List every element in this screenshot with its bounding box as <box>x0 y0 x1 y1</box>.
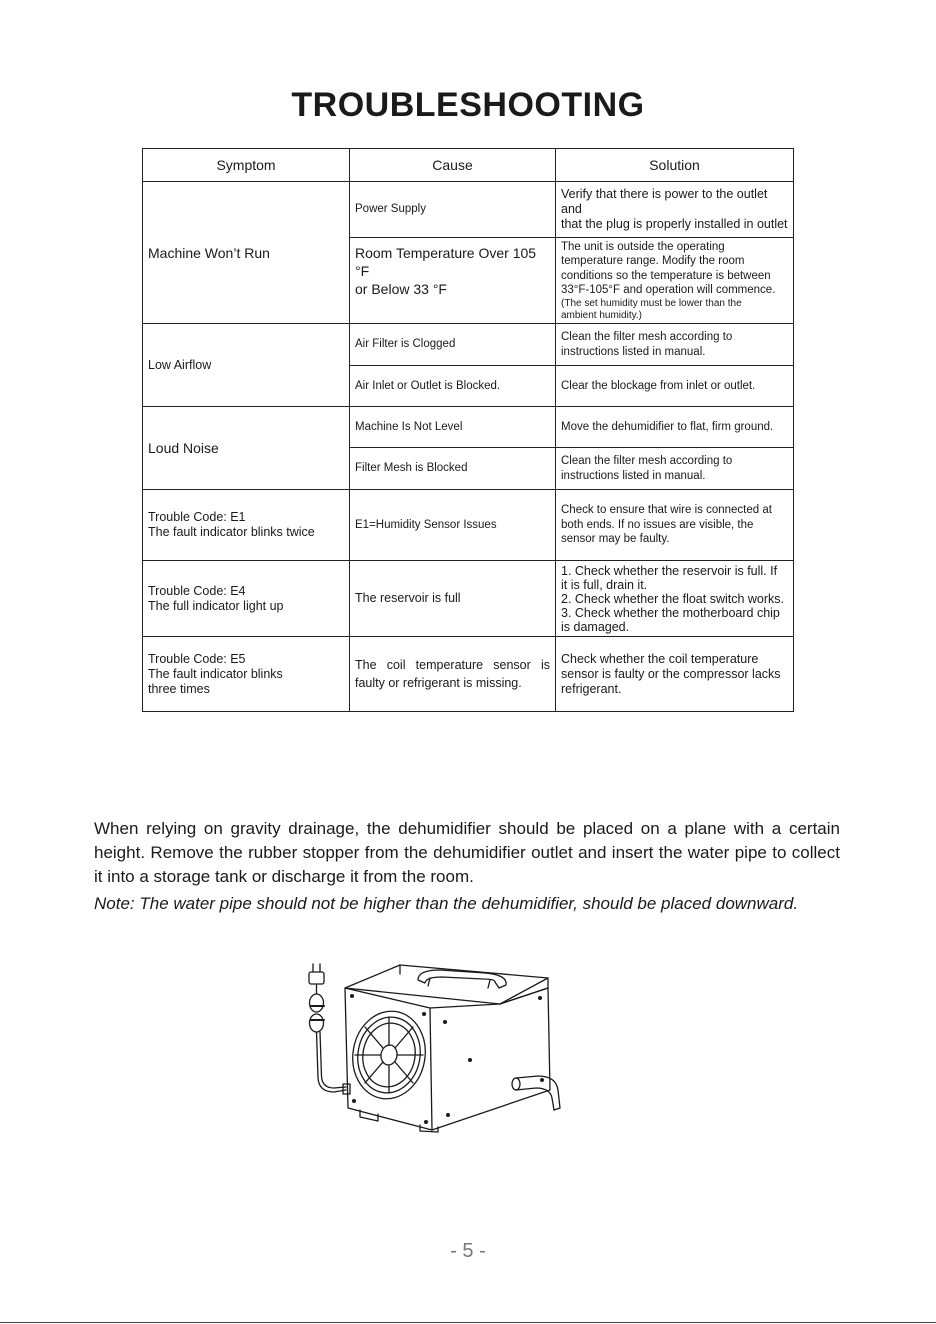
solution-text: refrigerant. <box>561 681 622 696</box>
solution-text: sensor may be faulty. <box>561 533 670 546</box>
solution-text: Clean the filter mesh according to <box>561 455 733 467</box>
solution-text: Clean the filter mesh according to <box>561 331 733 343</box>
cause-text: Air Filter is Clogged <box>355 338 456 351</box>
solution-cell <box>556 238 794 324</box>
cause-text: Air Inlet or Outlet is Blocked. <box>355 379 501 392</box>
solution-cell <box>556 490 794 561</box>
symptom-text: The fault indicator blinks <box>148 666 283 681</box>
cause-cell <box>350 490 556 561</box>
symptom-text: three times <box>148 681 210 696</box>
table-row <box>143 324 794 366</box>
cause-text: The reservoir is full <box>355 591 461 605</box>
symptom-text: Loud Noise <box>148 440 219 456</box>
cause-text: The coil temperature sensor is <box>355 658 550 672</box>
solution-cell <box>556 407 794 448</box>
table-header-row <box>143 149 794 182</box>
cause-cell <box>350 448 556 490</box>
cause-cell <box>350 366 556 407</box>
solution-text: Verify that there is power to the outlet and <box>561 187 768 216</box>
symptom-text: The full indicator light up <box>148 598 284 613</box>
solution-text: 33°F-105°F and operation will commence. <box>561 284 776 296</box>
solution-note: (The set humidity must be lower than the <box>561 297 742 309</box>
header-solution: Solution <box>556 149 794 182</box>
solution-text: sensor is faulty or the compressor lacks <box>561 666 781 681</box>
symptom-cell <box>143 637 350 712</box>
drain-hose-icon <box>512 1076 560 1110</box>
header-symptom: Symptom <box>143 149 350 182</box>
solution-text: 3. Check whether the motherboard chip <box>561 605 780 620</box>
symptom-cell <box>143 324 350 407</box>
cause-cell <box>350 238 556 324</box>
symptom-text: The fault indicator blinks twice <box>148 525 315 539</box>
symptom-text: Machine Won’t Run <box>148 244 270 261</box>
solution-cell <box>556 448 794 490</box>
symptom-text: Trouble Code: E4 <box>148 583 246 598</box>
dehumidifier-drainage-illustration-icon <box>300 960 570 1140</box>
solution-text: 1. Check whether the reservoir is full. If <box>561 563 778 578</box>
solution-text: instructions listed in manual. <box>561 345 706 358</box>
solution-cell <box>556 324 794 366</box>
symptom-cell <box>143 182 350 324</box>
cause-text: E1=Humidity Sensor Issues <box>355 518 497 531</box>
cause-cell <box>350 637 556 712</box>
table-row <box>143 182 794 238</box>
symptom-text: Trouble Code: E1 <box>148 510 246 524</box>
solution-text: instructions listed in manual. <box>561 469 706 482</box>
table-row <box>143 561 794 637</box>
solution-text: it is full, drain it. <box>561 577 648 592</box>
drainage-note: Note: The water pipe should not be higher than the dehumidifier, should be placed downward. <box>94 894 799 913</box>
table-row <box>143 407 794 448</box>
solution-text: temperature range. Modify the room <box>561 255 745 267</box>
cause-text: or Below 33 °F <box>355 281 447 297</box>
solution-cell <box>556 366 794 407</box>
cause-text: Room Temperature Over 105 °F <box>355 245 537 279</box>
symptom-cell <box>143 561 350 637</box>
cause-text: Filter Mesh is Blocked <box>355 462 468 475</box>
solution-text: that the plug is properly installed in outlet <box>561 217 788 231</box>
page-title: TROUBLESHOOTING <box>291 86 645 124</box>
solution-cell <box>556 561 794 637</box>
symptom-cell <box>143 407 350 490</box>
power-plug-icon <box>309 964 350 1094</box>
table-row <box>143 490 794 561</box>
symptom-cell <box>143 490 350 561</box>
cause-cell <box>350 407 556 448</box>
cause-cell <box>350 561 556 637</box>
solution-cell <box>556 182 794 238</box>
cause-cell <box>350 182 556 238</box>
table-row <box>143 637 794 712</box>
solution-text: conditions so the temperature is between <box>561 269 771 282</box>
solution-text: The unit is outside the operating <box>561 240 725 253</box>
solution-text: Check to ensure that wire is connected at <box>561 504 772 517</box>
troubleshooting-table <box>142 148 794 712</box>
solution-cell <box>556 637 794 712</box>
page-number: - 5 - <box>450 1240 486 1262</box>
drainage-paragraph: When relying on gravity drainage, the dehumidifier should be placed on a plane with a certain height. Remove the rubber stopper from the dehumidifier outlet and insert the water pipe to collect it into a storage tank or discharge it from the room. <box>94 819 840 886</box>
solution-text: Check whether the coil temperature <box>561 651 759 666</box>
bottom-rule <box>0 1322 936 1323</box>
header-cause: Cause <box>350 149 556 182</box>
cause-text: Machine Is Not Level <box>355 420 463 433</box>
cause-text: faulty or refrigerant is missing. <box>355 676 522 690</box>
solution-text: Move the dehumidifier to flat, firm ground. <box>561 420 774 433</box>
cause-text: Power Supply <box>355 203 426 216</box>
solution-text: both ends. If no issues are visible, the <box>561 518 754 531</box>
solution-text: 2. Check whether the float switch works. <box>561 591 785 606</box>
symptom-text: Trouble Code: E5 <box>148 651 246 666</box>
cause-cell <box>350 324 556 366</box>
solution-text: Clear the blockage from inlet or outlet. <box>561 379 756 392</box>
solution-text: is damaged. <box>561 619 630 634</box>
solution-note: ambient humidity.) <box>561 309 642 321</box>
symptom-text: Low Airflow <box>148 357 212 372</box>
